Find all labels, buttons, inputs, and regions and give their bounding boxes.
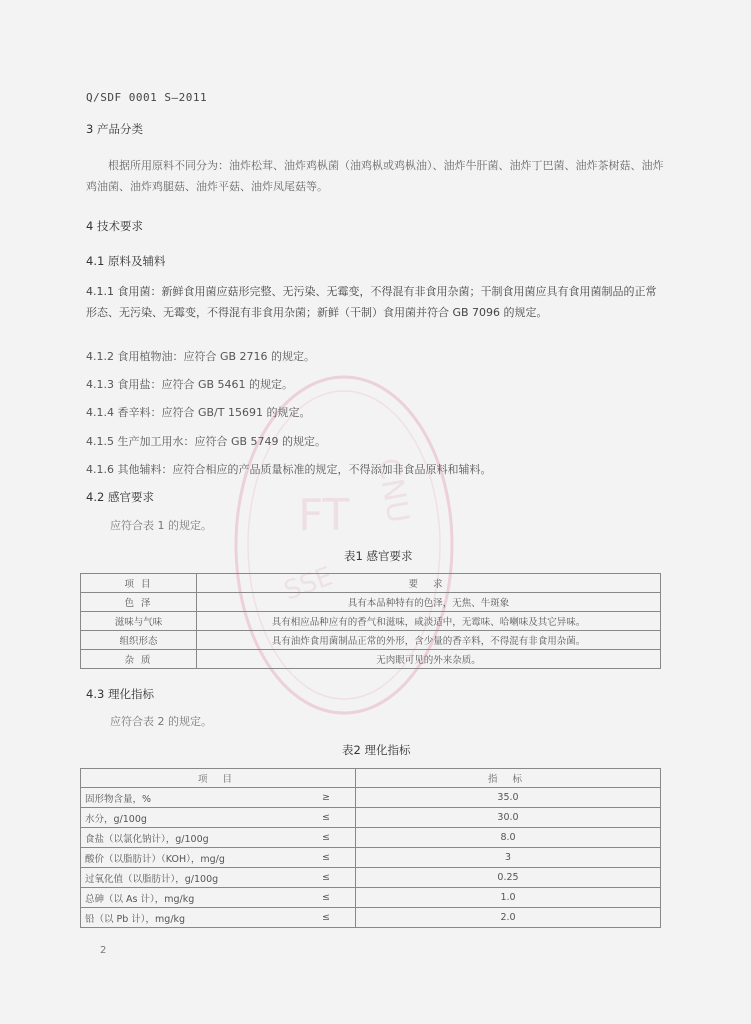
table-cell: ≤	[297, 868, 356, 888]
table-cell: ≤	[297, 828, 356, 848]
table-cell: 滋味与气味	[81, 612, 197, 631]
table-row	[81, 593, 661, 612]
table-cell: 过氧化值（以脂肪计），g/100g	[81, 868, 298, 888]
table-row	[81, 908, 661, 928]
sensory-requirements-table	[80, 573, 661, 669]
table-row	[81, 888, 661, 908]
table-cell: 杂 质	[81, 650, 197, 669]
section-4-3-text: 应符合表 2 的规定。	[110, 715, 212, 728]
section-4-2-text: 应符合表 1 的规定。	[110, 519, 212, 532]
table-row	[81, 788, 661, 808]
physicochemical-table	[80, 768, 661, 928]
table-cell: 3	[356, 848, 661, 868]
svg-text:SSE: SSE	[280, 561, 337, 607]
table-row	[81, 612, 661, 631]
table-row	[81, 848, 661, 868]
table-header-cell: 指 标	[356, 769, 661, 788]
table-cell: 组织形态	[81, 631, 197, 650]
table-cell: 水分，g/100g	[81, 808, 298, 828]
section-3-heading: 3 产品分类	[86, 122, 143, 136]
table-cell: 铅（以 Pb 计），mg/kg	[81, 908, 298, 928]
table-row	[81, 808, 661, 828]
section-4-heading: 4 技术要求	[86, 219, 143, 233]
table-cell: 无肉眼可见的外来杂质。	[197, 650, 661, 669]
table-row	[81, 868, 661, 888]
table-cell: ≥	[297, 788, 356, 808]
section-4-1-2: 4.1.2 食用植物油：应符合 GB 2716 的规定。	[86, 350, 316, 363]
table-cell: 食盐（以氯化钠计），g/100g	[81, 828, 298, 848]
table-row	[81, 828, 661, 848]
table-header-cell: 要 求	[197, 574, 661, 593]
section-4-2-heading: 4.2 感官要求	[86, 490, 154, 504]
table-cell: 1.0	[356, 888, 661, 908]
table-cell: ≤	[297, 808, 356, 828]
table-cell: 具有相应品种应有的香气和滋味，咸淡适中，无霉味、哈喇味及其它异味。	[197, 612, 661, 631]
section-4-1-5: 4.1.5 生产加工用水：应符合 GB 5749 的规定。	[86, 435, 327, 448]
table-cell: ≤	[297, 908, 356, 928]
table-cell: 具有油炸食用菌制品正常的外形，含少量的香辛料，不得混有非食用杂菌。	[197, 631, 661, 650]
table-cell: 0.25	[356, 868, 661, 888]
table-cell: 总砷（以 As 计），mg/kg	[81, 888, 298, 908]
table-header-row	[81, 574, 661, 593]
table-header-cell: 项 目	[81, 574, 197, 593]
section-4-1-6: 4.1.6 其他辅料：应符合相应的产品质量标准的规定，不得添加非食品原料和辅料。	[86, 463, 492, 476]
section-4-3-heading: 4.3 理化指标	[86, 687, 154, 701]
table-cell: 8.0	[356, 828, 661, 848]
table-cell: ≤	[297, 888, 356, 908]
page-number: 2	[100, 945, 107, 956]
table-2-caption: 表2 理化指标	[342, 743, 411, 757]
svg-text:CNU: CNU	[370, 455, 416, 526]
table-cell: 酸价（以脂肪计）（KOH），mg/g	[81, 848, 298, 868]
document-code: Q/SDF 0001 S—2011	[86, 91, 208, 104]
table-cell: 30.0	[356, 808, 661, 828]
table-cell: 固形物含量，%	[81, 788, 298, 808]
table-cell: 2.0	[356, 908, 661, 928]
table-cell: 35.0	[356, 788, 661, 808]
table-header-row	[81, 769, 661, 788]
section-3-text: 根据所用原料不同分为：油炸松茸、油炸鸡枞菌（油鸡枞或鸡枞油）、油炸牛肝菌、油炸丁巴菌、油炸茶树菇、油炸鸡油菌、油炸鸡腿菇、油炸平菇、油炸凤尾菇等。	[86, 159, 664, 193]
table-cell: 具有本品种特有的色泽，无焦、牛斑象	[197, 593, 661, 612]
section-4-1-4: 4.1.4 香辛料：应符合 GB/T 15691 的规定。	[86, 406, 311, 419]
section-4-1-heading: 4.1 原料及辅料	[86, 254, 166, 268]
svg-text:FT: FT	[298, 490, 350, 541]
section-4-1-1: 4.1.1 食用菌：新鲜食用菌应菇形完整、无污染、无霉变，不得混有非食用杂菌；干制食用菌应具有食用菌制品的正常形态、无污染、无霉变，不得混有非食用杂菌；新鲜（干制）食用菌并符合 GB 7096 的规定。	[86, 285, 657, 319]
section-4-1-3: 4.1.3 食用盐：应符合 GB 5461 的规定。	[86, 378, 294, 391]
table-header-cell: 项 目	[81, 769, 356, 788]
table-cell: 色 泽	[81, 593, 197, 612]
table-row	[81, 631, 661, 650]
table-1-caption: 表1 感官要求	[344, 549, 413, 563]
table-row	[81, 650, 661, 669]
table-cell: ≤	[297, 848, 356, 868]
